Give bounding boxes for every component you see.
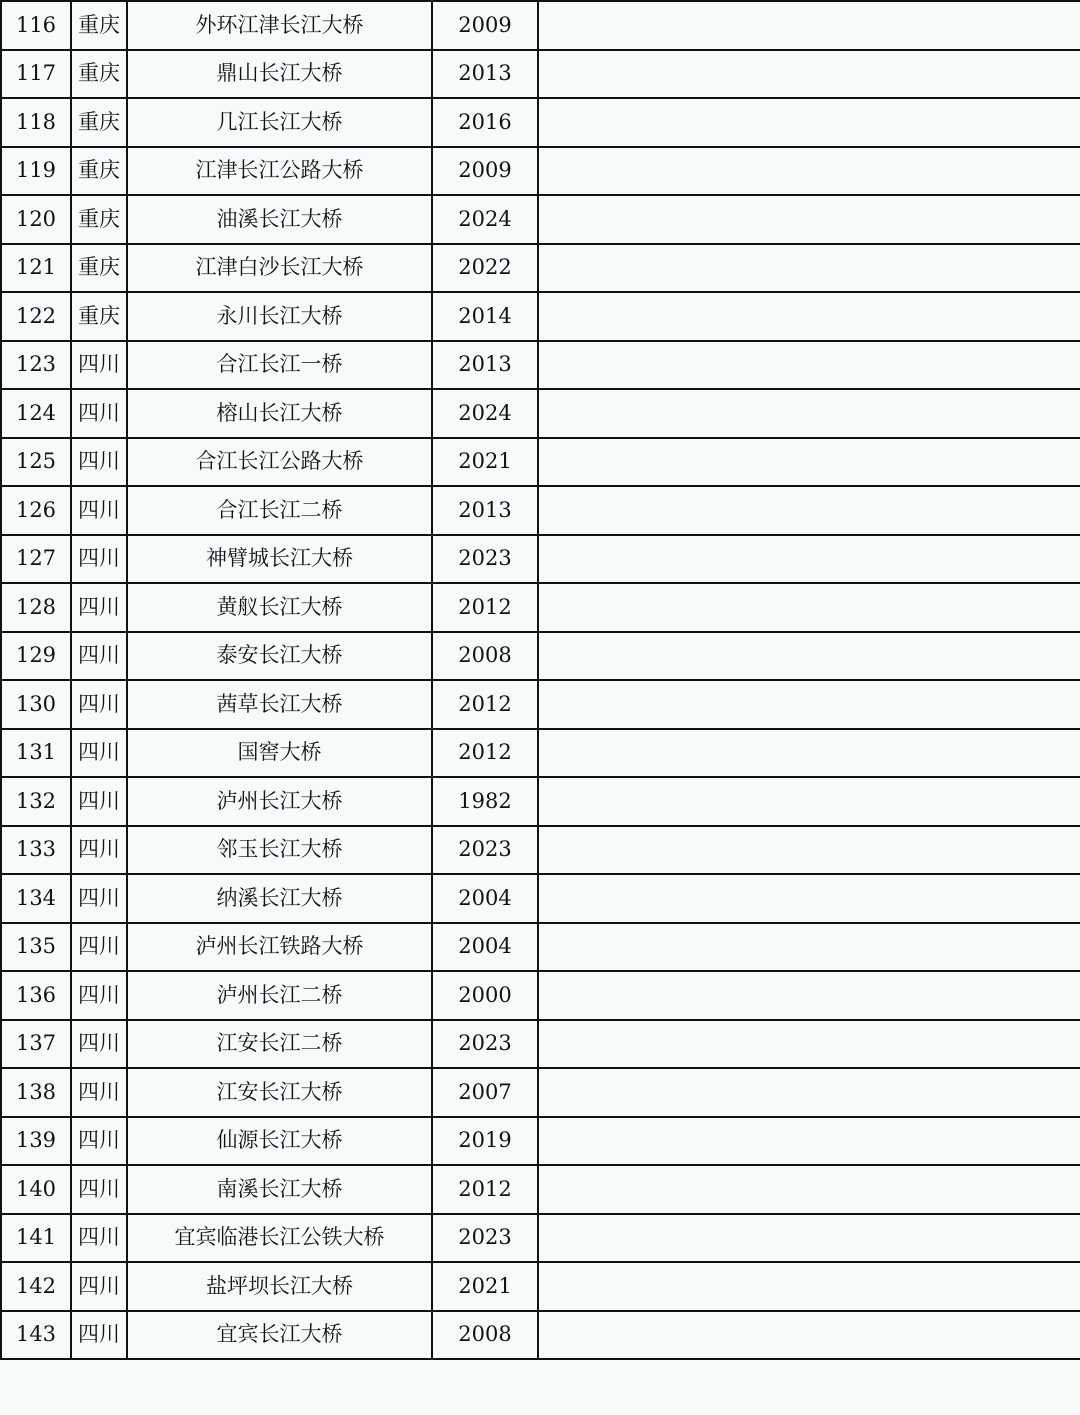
- note-cell: [538, 1214, 1080, 1263]
- note-cell: [538, 971, 1080, 1020]
- year-cell: 2013: [432, 50, 538, 99]
- province-cell: 四川: [71, 777, 127, 826]
- province-cell: 四川: [71, 826, 127, 875]
- year-cell: 2008: [432, 1311, 538, 1360]
- year-cell: 2019: [432, 1117, 538, 1166]
- year-cell: 2022: [432, 244, 538, 293]
- province-cell: 四川: [71, 389, 127, 438]
- table-row: [1, 777, 1080, 826]
- year-cell: 2012: [432, 1165, 538, 1214]
- table-row: [1, 583, 1080, 632]
- bridge-name-cell: 几江长江大桥: [127, 98, 432, 147]
- province-cell: 四川: [71, 535, 127, 584]
- bridge-name-cell: 茜草长江大桥: [127, 680, 432, 729]
- row-index-cell: 120: [1, 195, 71, 244]
- province-cell: 四川: [71, 923, 127, 972]
- year-cell: 2012: [432, 680, 538, 729]
- province-cell: 四川: [71, 486, 127, 535]
- bridge-name-cell: 黄舣长江大桥: [127, 583, 432, 632]
- row-index-cell: 118: [1, 98, 71, 147]
- row-index-cell: 126: [1, 486, 71, 535]
- table-row: [1, 971, 1080, 1020]
- province-cell: 四川: [71, 583, 127, 632]
- province-cell: 四川: [71, 1262, 127, 1311]
- table-row: [1, 341, 1080, 390]
- table-row: [1, 1262, 1080, 1311]
- table-row: [1, 826, 1080, 875]
- table-row: [1, 389, 1080, 438]
- bridge-name-cell: 盐坪坝长江大桥: [127, 1262, 432, 1311]
- province-cell: 四川: [71, 341, 127, 390]
- bridge-name-cell: 合江长江公路大桥: [127, 438, 432, 487]
- note-cell: [538, 923, 1080, 972]
- province-cell: 重庆: [71, 292, 127, 341]
- row-index-cell: 140: [1, 1165, 71, 1214]
- row-index-cell: 138: [1, 1068, 71, 1117]
- bridge-name-cell: 江津白沙长江大桥: [127, 244, 432, 293]
- year-cell: 2012: [432, 583, 538, 632]
- year-cell: 2023: [432, 826, 538, 875]
- year-cell: 2007: [432, 1068, 538, 1117]
- year-cell: 2000: [432, 971, 538, 1020]
- row-index-cell: 128: [1, 583, 71, 632]
- year-cell: 2023: [432, 535, 538, 584]
- bridge-name-cell: 泸州长江铁路大桥: [127, 923, 432, 972]
- note-cell: [538, 1262, 1080, 1311]
- note-cell: [538, 292, 1080, 341]
- row-index-cell: 123: [1, 341, 71, 390]
- table-row: [1, 535, 1080, 584]
- note-cell: [538, 389, 1080, 438]
- province-cell: 重庆: [71, 50, 127, 99]
- province-cell: 重庆: [71, 98, 127, 147]
- note-cell: [538, 1068, 1080, 1117]
- note-cell: [538, 680, 1080, 729]
- year-cell: 2024: [432, 195, 538, 244]
- bridge-name-cell: 仙源长江大桥: [127, 1117, 432, 1166]
- province-cell: 四川: [71, 680, 127, 729]
- province-cell: 四川: [71, 1117, 127, 1166]
- province-cell: 四川: [71, 1165, 127, 1214]
- bridge-name-cell: 榕山长江大桥: [127, 389, 432, 438]
- province-cell: 四川: [71, 1311, 127, 1360]
- year-cell: 2021: [432, 1262, 538, 1311]
- bridge-table-body: [1, 1, 1080, 1359]
- province-cell: 重庆: [71, 244, 127, 293]
- year-cell: 2014: [432, 292, 538, 341]
- province-cell: 四川: [71, 971, 127, 1020]
- province-cell: 重庆: [71, 147, 127, 196]
- bridge-name-cell: 宜宾临港长江公铁大桥: [127, 1214, 432, 1263]
- province-cell: 四川: [71, 1068, 127, 1117]
- year-cell: 2012: [432, 729, 538, 778]
- bridge-name-cell: 外环江津长江大桥: [127, 1, 432, 50]
- row-index-cell: 132: [1, 777, 71, 826]
- table-row: [1, 1020, 1080, 1069]
- bridge-name-cell: 江安长江二桥: [127, 1020, 432, 1069]
- bridge-name-cell: 永川长江大桥: [127, 292, 432, 341]
- row-index-cell: 143: [1, 1311, 71, 1360]
- note-cell: [538, 486, 1080, 535]
- table-row: [1, 98, 1080, 147]
- note-cell: [538, 826, 1080, 875]
- note-cell: [538, 50, 1080, 99]
- province-cell: 四川: [71, 729, 127, 778]
- bridge-name-cell: 油溪长江大桥: [127, 195, 432, 244]
- bridge-name-cell: 神臂城长江大桥: [127, 535, 432, 584]
- row-index-cell: 136: [1, 971, 71, 1020]
- table-row: [1, 923, 1080, 972]
- note-cell: [538, 777, 1080, 826]
- note-cell: [538, 874, 1080, 923]
- row-index-cell: 141: [1, 1214, 71, 1263]
- year-cell: 2004: [432, 923, 538, 972]
- province-cell: 重庆: [71, 195, 127, 244]
- row-index-cell: 130: [1, 680, 71, 729]
- bridge-name-cell: 泸州长江大桥: [127, 777, 432, 826]
- year-cell: 2013: [432, 341, 538, 390]
- note-cell: [538, 1311, 1080, 1360]
- table-row: [1, 1311, 1080, 1360]
- bridge-name-cell: 国窖大桥: [127, 729, 432, 778]
- table-row: [1, 1068, 1080, 1117]
- bridge-name-cell: 邻玉长江大桥: [127, 826, 432, 875]
- year-cell: 2023: [432, 1020, 538, 1069]
- note-cell: [538, 1, 1080, 50]
- row-index-cell: 121: [1, 244, 71, 293]
- bridge-name-cell: 江津长江公路大桥: [127, 147, 432, 196]
- row-index-cell: 119: [1, 147, 71, 196]
- note-cell: [538, 244, 1080, 293]
- year-cell: 2004: [432, 874, 538, 923]
- province-cell: 四川: [71, 1020, 127, 1069]
- note-cell: [538, 729, 1080, 778]
- table-row: [1, 632, 1080, 681]
- note-cell: [538, 1165, 1080, 1214]
- row-index-cell: 116: [1, 1, 71, 50]
- note-cell: [538, 535, 1080, 584]
- row-index-cell: 124: [1, 389, 71, 438]
- bridge-name-cell: 南溪长江大桥: [127, 1165, 432, 1214]
- year-cell: 2021: [432, 438, 538, 487]
- year-cell: 1982: [432, 777, 538, 826]
- row-index-cell: 125: [1, 438, 71, 487]
- note-cell: [538, 1117, 1080, 1166]
- bridge-name-cell: 宜宾长江大桥: [127, 1311, 432, 1360]
- row-index-cell: 117: [1, 50, 71, 99]
- table-row: [1, 1, 1080, 50]
- bridge-name-cell: 泰安长江大桥: [127, 632, 432, 681]
- row-index-cell: 135: [1, 923, 71, 972]
- table-row: [1, 1165, 1080, 1214]
- row-index-cell: 137: [1, 1020, 71, 1069]
- row-index-cell: 129: [1, 632, 71, 681]
- province-cell: 四川: [71, 438, 127, 487]
- row-index-cell: 122: [1, 292, 71, 341]
- table-row: [1, 195, 1080, 244]
- bridge-name-cell: 鼎山长江大桥: [127, 50, 432, 99]
- table-row: [1, 680, 1080, 729]
- table-row: [1, 729, 1080, 778]
- table-row: [1, 438, 1080, 487]
- table-row: [1, 50, 1080, 99]
- bridge-name-cell: 泸州长江二桥: [127, 971, 432, 1020]
- table-row: [1, 874, 1080, 923]
- note-cell: [538, 195, 1080, 244]
- note-cell: [538, 583, 1080, 632]
- note-cell: [538, 147, 1080, 196]
- bridge-name-cell: 合江长江一桥: [127, 341, 432, 390]
- bridge-name-cell: 江安长江大桥: [127, 1068, 432, 1117]
- note-cell: [538, 1020, 1080, 1069]
- table-row: [1, 1117, 1080, 1166]
- year-cell: 2024: [432, 389, 538, 438]
- table-row: [1, 244, 1080, 293]
- note-cell: [538, 98, 1080, 147]
- year-cell: 2009: [432, 147, 538, 196]
- year-cell: 2016: [432, 98, 538, 147]
- row-index-cell: 133: [1, 826, 71, 875]
- table-row: [1, 292, 1080, 341]
- year-cell: 2023: [432, 1214, 538, 1263]
- note-cell: [538, 438, 1080, 487]
- province-cell: 四川: [71, 1214, 127, 1263]
- province-cell: 四川: [71, 874, 127, 923]
- row-index-cell: 134: [1, 874, 71, 923]
- year-cell: 2013: [432, 486, 538, 535]
- table-row: [1, 486, 1080, 535]
- province-cell: 四川: [71, 632, 127, 681]
- row-index-cell: 139: [1, 1117, 71, 1166]
- note-cell: [538, 341, 1080, 390]
- table-row: [1, 1214, 1080, 1263]
- year-cell: 2008: [432, 632, 538, 681]
- province-cell: 重庆: [71, 1, 127, 50]
- year-cell: 2009: [432, 1, 538, 50]
- note-cell: [538, 632, 1080, 681]
- bridge-name-cell: 纳溪长江大桥: [127, 874, 432, 923]
- row-index-cell: 142: [1, 1262, 71, 1311]
- table-row: [1, 147, 1080, 196]
- row-index-cell: 131: [1, 729, 71, 778]
- row-index-cell: 127: [1, 535, 71, 584]
- bridge-name-cell: 合江长江二桥: [127, 486, 432, 535]
